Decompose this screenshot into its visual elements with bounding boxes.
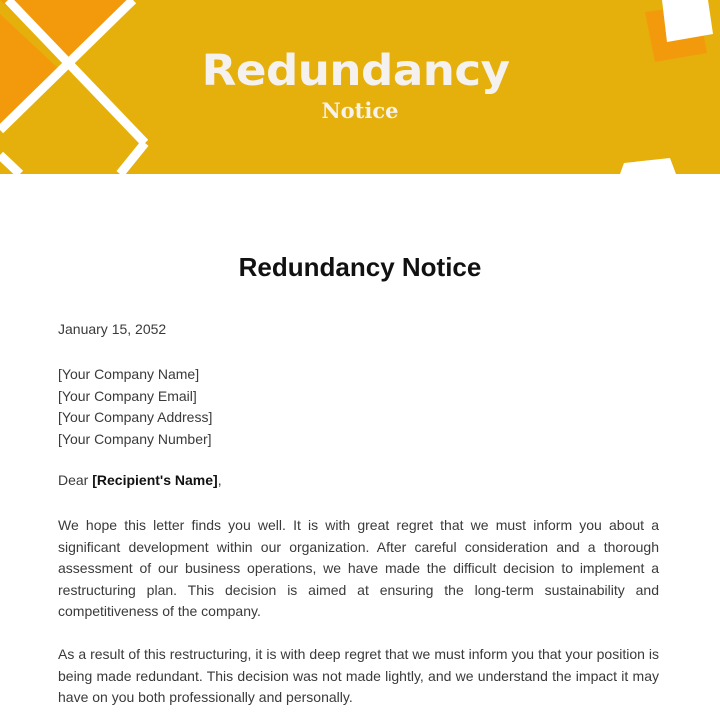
sender-address-block <box>58 364 212 450</box>
greeting-prefix: Dear <box>58 472 93 488</box>
company-name: [Your Company Name] <box>58 366 200 382</box>
banner-subtitle: Notice <box>321 98 399 123</box>
company-address: [Your Company Address] <box>58 409 213 425</box>
company-email: [Your Company Email] <box>58 387 197 404</box>
banner-title-text: Redundancy <box>202 46 510 96</box>
banner-title <box>0 46 720 96</box>
header-banner <box>0 0 720 174</box>
document-title: Redundancy Notice <box>238 252 482 282</box>
body-paragraph-2: As a result of this restructuring, it is with deep regret that we must inform you that your position is being made redundant. This decision was not made lightly, and we understand the impact it may have on you both professionally and personally. <box>58 646 659 705</box>
greeting-suffix: , <box>217 472 222 488</box>
letter-date: January 15, 2052 <box>58 321 167 337</box>
company-number: [Your Company Number] <box>58 430 212 447</box>
greeting <box>58 472 222 488</box>
body-paragraph-1: We hope this letter finds you well. It is with great regret that we must inform you about a significant development within our organization. After careful consideration and a thorough assessment of our business operations, we have made the difficult decision to implement a restructuring plan. This decision is aimed at ensuring the long-term sustainability and competitiveness of the company. <box>58 517 659 619</box>
recipient-name: [Recipient's Name] <box>92 472 218 488</box>
